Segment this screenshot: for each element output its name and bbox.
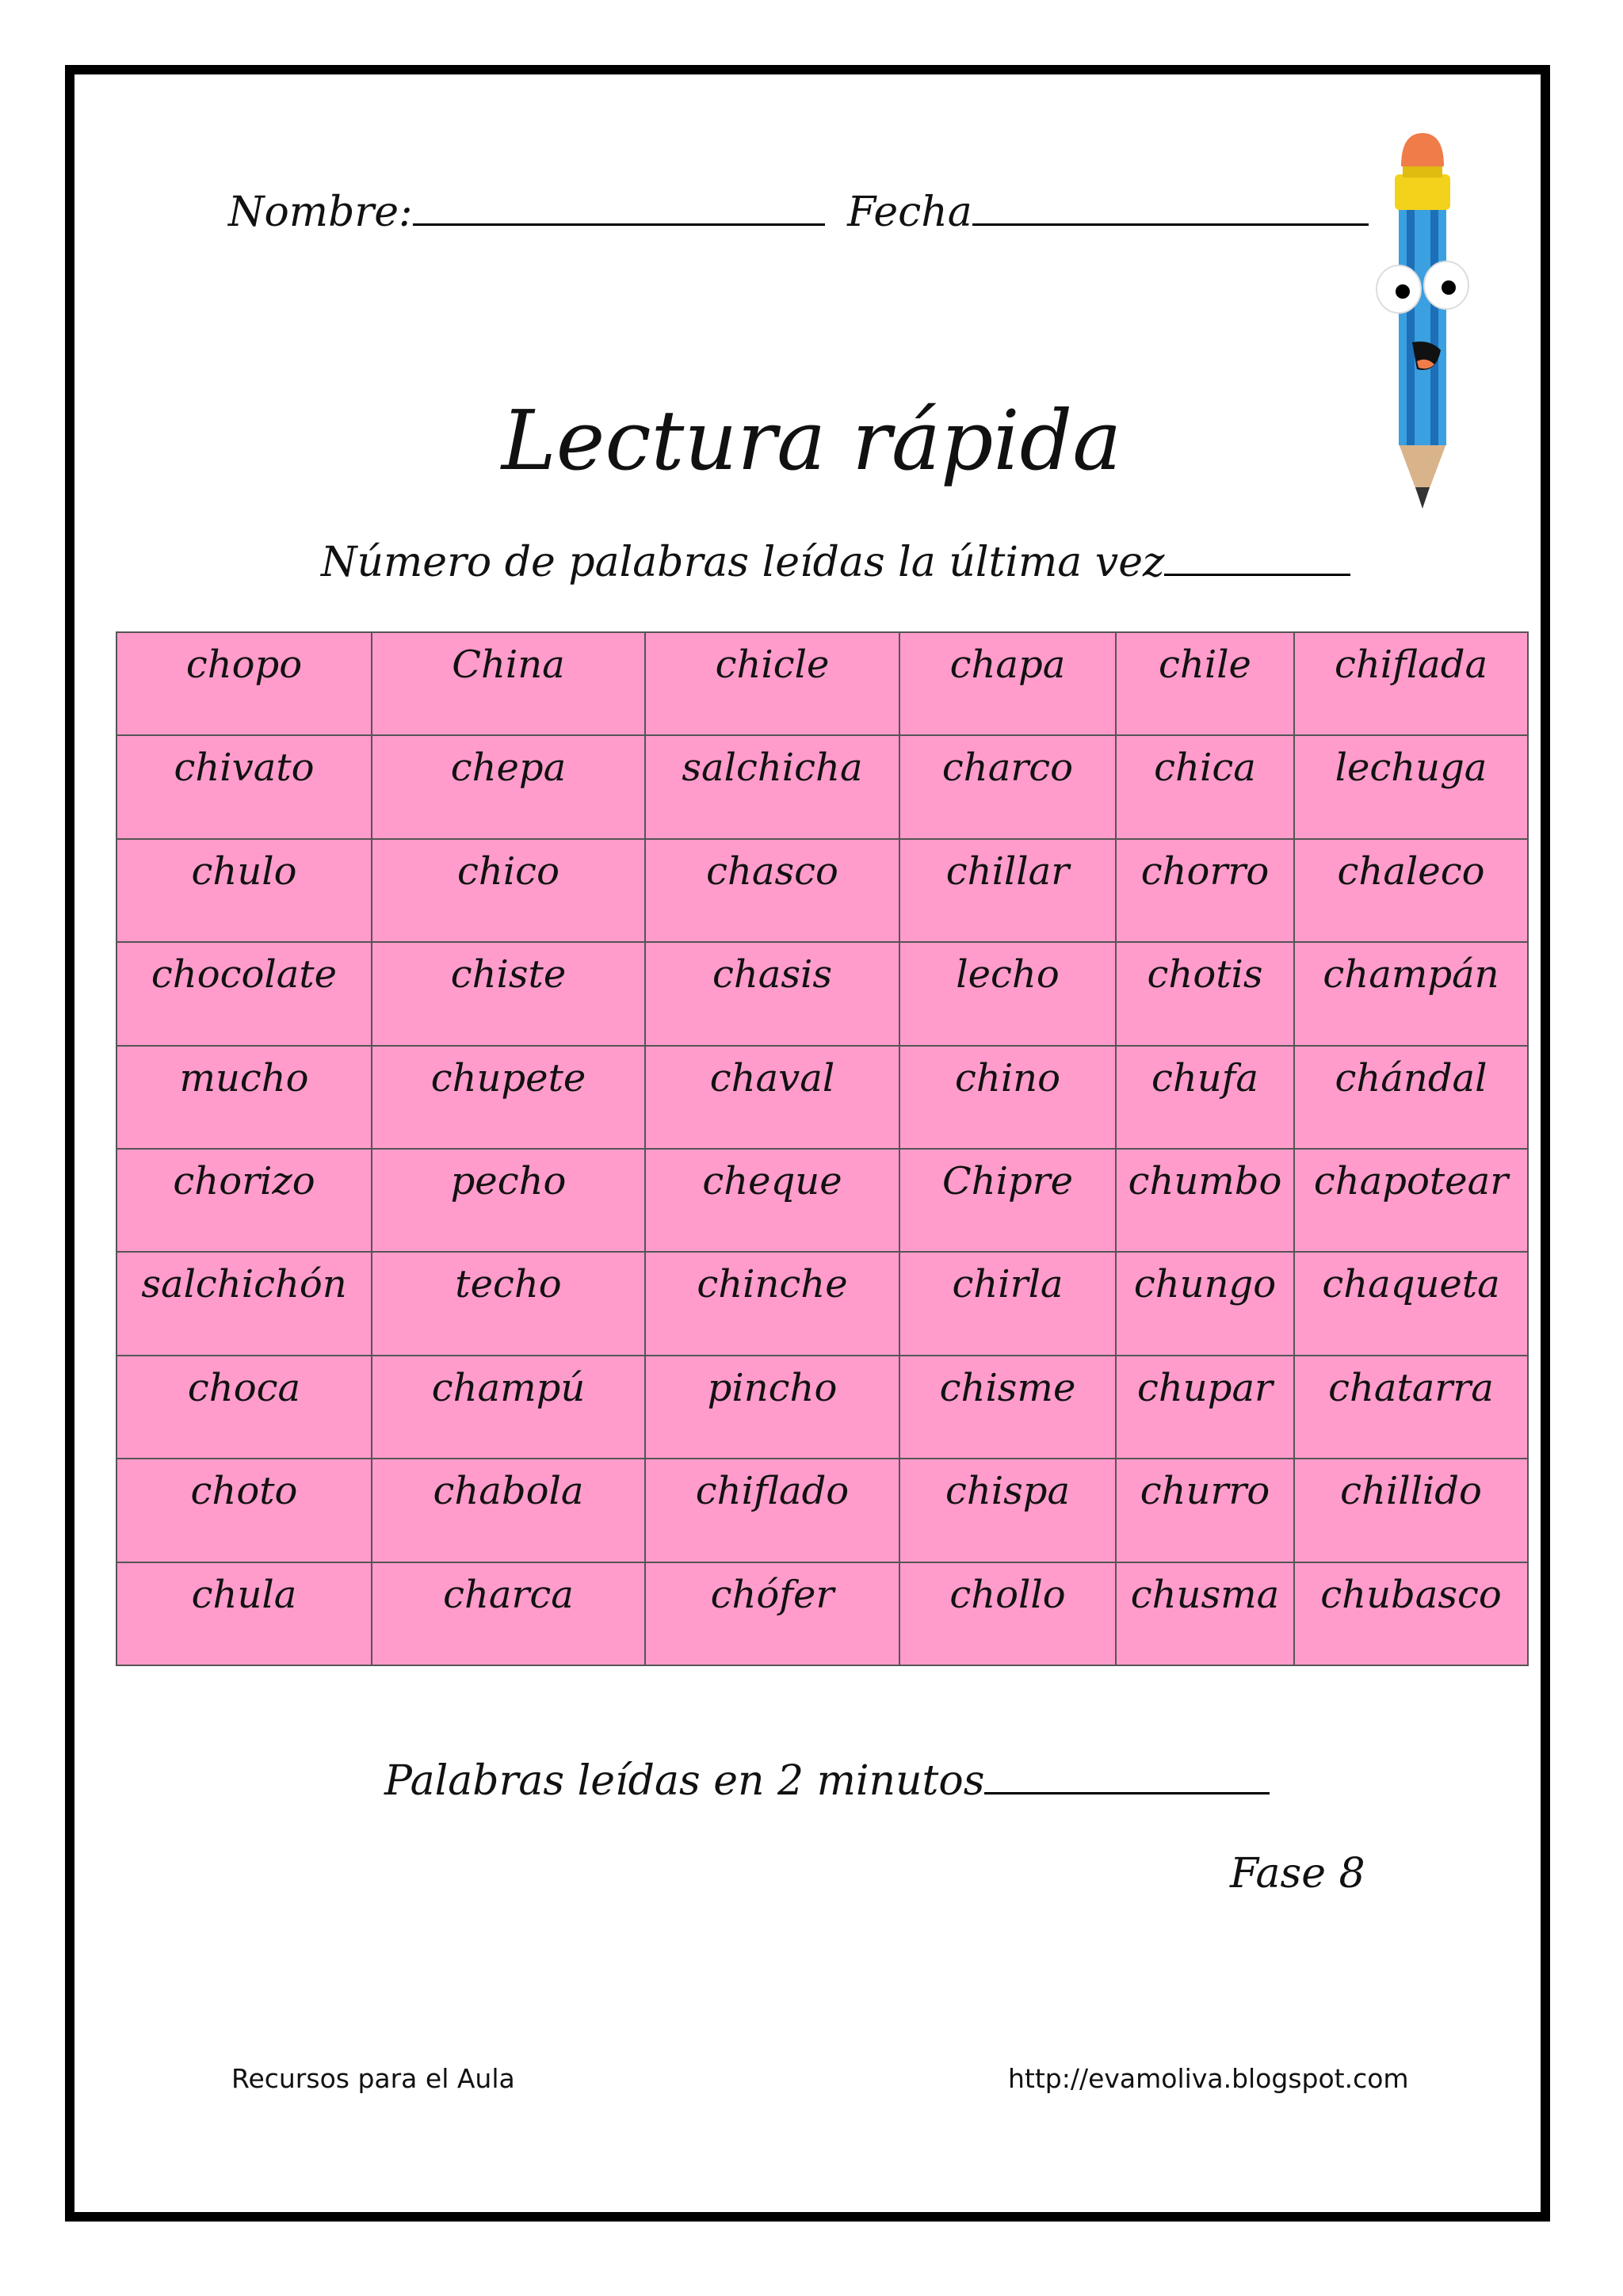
- word-cell: chotis: [1116, 942, 1294, 1045]
- previous-count-row: [321, 539, 1350, 586]
- word-cell: chico: [372, 839, 645, 942]
- word-cell: chubasco: [1294, 1562, 1528, 1665]
- word-row: [116, 1149, 1528, 1252]
- word-cell: chófer: [645, 1562, 899, 1665]
- word-cell: chorro: [1116, 839, 1294, 942]
- word-cell: chepa: [372, 735, 645, 838]
- words-read-blank[interactable]: [984, 1792, 1270, 1794]
- word-cell: chatarra: [1294, 1356, 1528, 1459]
- word-cell: chispa: [899, 1459, 1116, 1562]
- footer-url[interactable]: http://evamoliva.blogspot.com: [1008, 2063, 1409, 2094]
- word-row: [116, 942, 1528, 1045]
- word-grid: [116, 631, 1529, 1666]
- word-cell: chupar: [1116, 1356, 1294, 1459]
- word-cell: chivato: [116, 735, 372, 838]
- date-label: Fecha: [847, 189, 972, 236]
- word-row: [116, 839, 1528, 942]
- word-cell: chapotear: [1294, 1149, 1528, 1252]
- word-row: [116, 1046, 1528, 1149]
- word-cell: chaqueta: [1294, 1252, 1528, 1355]
- word-cell: chorizo: [116, 1149, 372, 1252]
- word-cell: chopo: [116, 632, 372, 735]
- word-row: [116, 1459, 1528, 1562]
- word-cell: chile: [1116, 632, 1294, 735]
- word-cell: salchichón: [116, 1252, 372, 1355]
- word-cell: chulo: [116, 839, 372, 942]
- word-cell: techo: [372, 1252, 645, 1355]
- word-cell: choto: [116, 1459, 372, 1562]
- word-row: [116, 1356, 1528, 1459]
- word-cell: chillido: [1294, 1459, 1528, 1562]
- word-cell: pecho: [372, 1149, 645, 1252]
- word-cell: chupete: [372, 1046, 645, 1149]
- word-cell: cheque: [645, 1149, 899, 1252]
- word-cell: chumbo: [1116, 1149, 1294, 1252]
- word-cell: chaval: [645, 1046, 899, 1149]
- word-row: [116, 1252, 1528, 1355]
- phase-label: Fase 8: [1230, 1850, 1365, 1897]
- word-cell: charca: [372, 1562, 645, 1665]
- word-cell: chisme: [899, 1356, 1116, 1459]
- word-cell: chapa: [899, 632, 1116, 735]
- name-label: Nombre:: [228, 189, 413, 236]
- word-cell: chabola: [372, 1459, 645, 1562]
- word-cell: pincho: [645, 1356, 899, 1459]
- word-cell: chirla: [899, 1252, 1116, 1355]
- word-cell: China: [372, 632, 645, 735]
- footer-source: Recursos para el Aula: [231, 2063, 515, 2094]
- word-cell: Chipre: [899, 1149, 1116, 1252]
- word-cell: chocolate: [116, 942, 372, 1045]
- previous-count-label: Número de palabras leídas la última vez: [321, 539, 1165, 586]
- name-blank[interactable]: [413, 223, 825, 226]
- words-read-label: Palabras leídas en 2 minutos: [384, 1757, 985, 1805]
- word-cell: champán: [1294, 942, 1528, 1045]
- word-row: [116, 735, 1528, 838]
- word-cell: chasco: [645, 839, 899, 942]
- page-title: Lectura rápida: [501, 392, 1122, 489]
- previous-count-blank[interactable]: [1164, 574, 1350, 576]
- date-blank[interactable]: [972, 223, 1369, 226]
- header-fields: [228, 189, 1369, 236]
- word-cell: mucho: [116, 1046, 372, 1149]
- word-cell: chusma: [1116, 1562, 1294, 1665]
- word-cell: chiflado: [645, 1459, 899, 1562]
- words-read-row: [384, 1757, 1270, 1805]
- word-cell: chula: [116, 1562, 372, 1665]
- word-cell: chollo: [899, 1562, 1116, 1665]
- word-cell: lechuga: [1294, 735, 1528, 838]
- word-cell: chándal: [1294, 1046, 1528, 1149]
- word-cell: choca: [116, 1356, 372, 1459]
- word-cell: champú: [372, 1356, 645, 1459]
- word-cell: chillar: [899, 839, 1116, 942]
- word-cell: chiflada: [1294, 632, 1528, 735]
- word-cell: chinche: [645, 1252, 899, 1355]
- word-cell: churro: [1116, 1459, 1294, 1562]
- word-cell: chasis: [645, 942, 899, 1045]
- word-cell: chaleco: [1294, 839, 1528, 942]
- word-row: [116, 632, 1528, 735]
- word-cell: chungo: [1116, 1252, 1294, 1355]
- word-cell: chicle: [645, 632, 899, 735]
- word-cell: chica: [1116, 735, 1294, 838]
- word-cell: salchicha: [645, 735, 899, 838]
- word-row: [116, 1562, 1528, 1665]
- word-cell: charco: [899, 735, 1116, 838]
- word-cell: chino: [899, 1046, 1116, 1149]
- word-cell: chiste: [372, 942, 645, 1045]
- word-cell: chufa: [1116, 1046, 1294, 1149]
- word-cell: lecho: [899, 942, 1116, 1045]
